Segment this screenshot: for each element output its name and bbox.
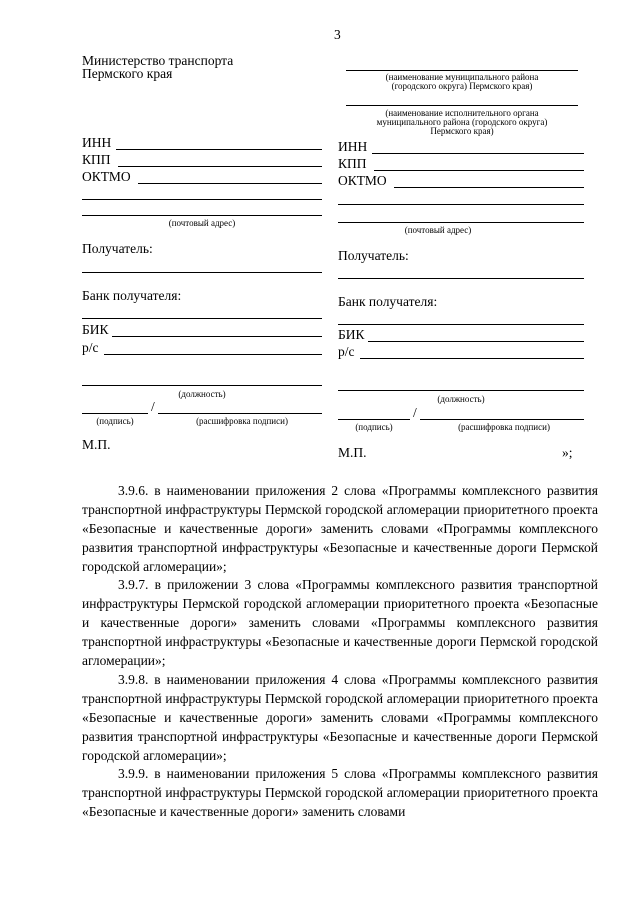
left-postal-line1 (82, 199, 322, 200)
left-oktmo-label: ОКТМО (82, 169, 131, 184)
left-signature-decode-caption: (расшифровка подписи) (196, 416, 288, 426)
page-number: 3 (334, 27, 341, 42)
left-signature-decode-line (158, 413, 322, 414)
right-municipal-caption-line2: (городского округа) Пермского края) (391, 81, 533, 91)
left-bank-line (82, 318, 322, 319)
right-bik-label: БИК (338, 327, 365, 342)
right-inn-line (372, 153, 584, 154)
right-kpp-label: КПП (338, 156, 367, 171)
left-bank-label: Банк получателя: (82, 288, 182, 303)
right-closing-quote: »; (562, 445, 573, 460)
right-executive-caption-line3: Пермского края) (430, 126, 494, 136)
paragraph-3-9-8: 3.9.8. в наименовании приложения 4 слова «Программы комплексного развития транспортной инфраструктуры Пермской городской агломерации приоритетного проекта «Безопасные и качественные дороги» заменить словами «Программы комплексного развития транспортной инфраструктуры «Безопасные и качественные дороги Пермской городской агломерации»; (82, 672, 598, 763)
right-signature-line (338, 419, 410, 420)
right-municipal-caption-line1: (наименование муниципального района (385, 72, 539, 82)
left-inn-label: ИНН (82, 135, 112, 150)
left-bik-line (112, 336, 322, 337)
paragraph-3-9-7: 3.9.7. в приложении 3 слова «Программы комплексного развития транспортной инфраструктуры Пермской городской агломерации приоритетного проекта «Безопасные и качественные дороги» заменить словами «Программы комплексного развития транспортной инфраструктуры «Безопасные и качественные дороги Пермской городской агломерации»; (82, 577, 598, 668)
right-executive-caption-line2: муниципального района (городского округа) (376, 117, 548, 127)
left-recipient-label: Получатель: (82, 241, 153, 256)
paragraph-3-9-9: 3.9.9. в наименовании приложения 5 слова «Программы комплексного развития транспортной инфраструктуры Пермской городской агломерации приоритетного проекта «Безопасные и качественные дороги» заменить словами (82, 766, 598, 819)
right-recipient-line (338, 278, 584, 279)
right-oktmo-label: ОКТМО (338, 173, 387, 188)
left-account-line (104, 354, 322, 355)
left-oktmo-line (138, 183, 322, 184)
right-kpp-line (374, 170, 584, 171)
left-signature-line (82, 413, 148, 414)
right-signature-decode-caption: (расшифровка подписи) (458, 422, 550, 432)
right-stamp-label: М.П. (338, 445, 367, 460)
right-signature-decode-line (420, 419, 584, 420)
left-postal-caption: (почтовый адрес) (168, 218, 236, 228)
right-account-label: р/с (338, 344, 355, 359)
right-postal-line2 (338, 222, 584, 223)
left-stamp-label: М.П. (82, 437, 111, 452)
right-postal-caption: (почтовый адрес) (404, 225, 472, 235)
right-position-line (338, 390, 584, 391)
right-position-caption: (должность) (437, 394, 485, 404)
left-bik-label: БИК (82, 322, 109, 337)
left-inn-line (116, 149, 322, 150)
left-org-name-line2: Пермского края (82, 66, 173, 81)
left-position-line (82, 385, 322, 386)
right-recipient-label: Получатель: (338, 248, 409, 263)
right-account-line (360, 358, 584, 359)
paragraph-3-9-6: 3.9.6. в наименовании приложения 2 слова «Программы комплексного развития транспортной инфраструктуры Пермской городской агломерации приоритетного проекта «Безопасные и качественные дороги» заменить словами «Программы комплексного развития транспортной инфраструктуры «Безопасные и качественные дороги Пермской городской агломерации»; (82, 483, 598, 574)
left-postal-line2 (82, 215, 322, 216)
left-signature-slash: / (151, 399, 155, 414)
right-executive-line (346, 105, 578, 106)
right-bik-line (368, 341, 584, 342)
right-bank-line (338, 324, 584, 325)
right-signature-slash: / (413, 405, 417, 420)
right-municipal-line (346, 70, 578, 71)
left-kpp-line (118, 166, 322, 167)
left-account-label: р/с (82, 340, 99, 355)
right-postal-line1 (338, 204, 584, 205)
right-signature-caption: (подпись) (355, 422, 393, 432)
left-signature-caption: (подпись) (96, 416, 134, 426)
right-inn-label: ИНН (338, 139, 368, 154)
left-kpp-label: КПП (82, 152, 111, 167)
right-executive-caption-line1: (наименование исполнительного органа (385, 108, 539, 118)
left-recipient-line (82, 272, 322, 273)
right-bank-label: Банк получателя: (338, 294, 438, 309)
left-org-name-line1: Министерство транспорта (82, 53, 234, 68)
left-position-caption: (должность) (178, 389, 226, 399)
right-oktmo-line (394, 187, 584, 188)
